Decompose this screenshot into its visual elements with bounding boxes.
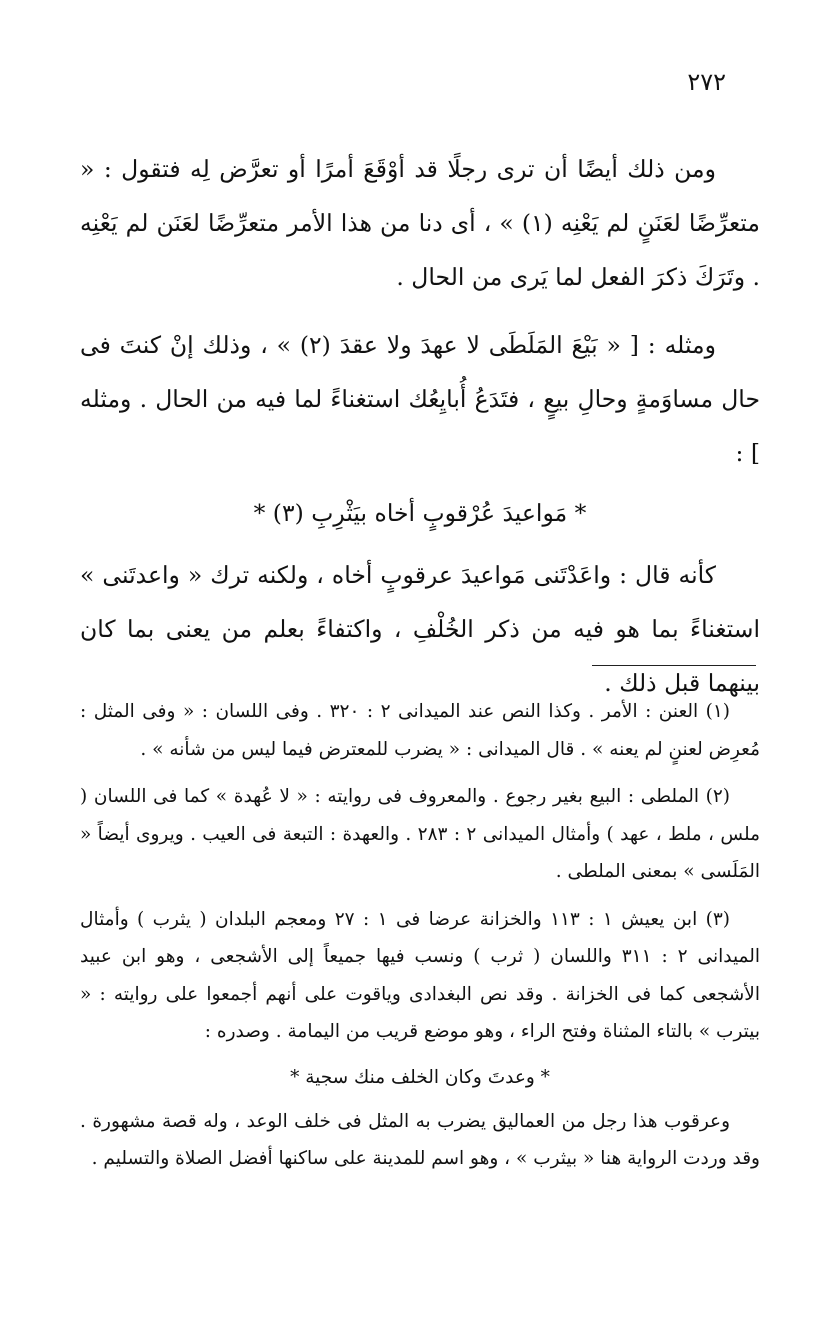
- paragraph-1: ومن ذلك أيضًا أن ترى رجلًا قد أوْقَعَ أمرًا أو تعرَّض لِه فتقول : « متعرِّضًا لعَنَنٍ لم يَعْنِه (١) » ، أى دنا من هذا الأمر متعرِّضًا لعَنَن لم يَعْنِه . وتَرَكَ ذكرَ الفعل لما يَرى من الحال .: [80, 155, 760, 291]
- footnote-separator: [592, 665, 756, 666]
- page-number: ٢٧٢: [687, 68, 726, 96]
- footnote-1: (١) العنن : الأمر . وكذا النص عند الميدانى ٢ : ٣٢٠ . وفى اللسان : « وفى المثل : مُعرِض لعننٍ لم يعنه » . قال الميدانى : « يضرب للمعترض فيما ليس من شأنه » .: [80, 701, 760, 760]
- footnote-3-continuation: وعرقوب هذا رجل من العماليق يضرب به المثل فى خلف الوعد ، وله قصة مشهورة . وقد وردت الرواية هنا « بيثرب » ، وهو اسم للمدينة على ساكنها أفضل الصلاة والتسليم .: [80, 1110, 760, 1169]
- footnote-verse: * وعدتَ وكان الخلف منك سجية *: [290, 1066, 550, 1088]
- footnote-2: (٢) الملطى : البيع بغير رجوع . والمعروف فى روايته : « لا عُهدة » كما فى اللسان ( ملس ، ملط ، عهد ) وأمثال الميدانى ٢ : ٢٨٣ . والعهدة : التبعة فى العيب . ويروى أيضاً « المَلَسى » بمعنى الملطى .: [80, 786, 761, 882]
- verse-line: * مَواعيدَ عُرْقوبٍ أخاه بيَثْرِبِ (٣) *: [253, 499, 587, 527]
- footnote-3: (٣) ابن يعيش ١ : ١١٣ والخزانة عرضا فى ١ : ٢٧ ومعجم البلدان ( يثرب ) وأمثال الميدانى ٢ : ٣١١ واللسان ( ثرب ) ونسب فيها جميعاً إلى الأشجعى ، وهو ابن عبيد الأشجعى كما فى الخزانة . وقد نص البغدادى وياقوت على أنهم أجمعوا على روايته : « بيترب » بالتاء المثناة وفتح الراء ، وهو موضع قريب من اليمامة . وصدره :: [80, 908, 761, 1042]
- paragraph-2: ومثله : [ « بَيْعَ المَلَطَى لا عهدَ ولا عقدَ (٢) » ، وذلك إنْ كنتَ فى حال مساوَمةٍ وحالِ بيعٍ ، فتَدَعُ أُبايِعُك استغناءً لما فيه من الحال . ومثله ] :: [80, 331, 760, 467]
- main-text: [80, 142, 760, 710]
- paragraph-3: كأنه قال : واعَدْتَنى مَواعيدَ عرقوبٍ أخاه ، ولكنه ترك « واعدتَنى » استغناءً بما هو فيه من ذكر الخُلْفِ ، واكتفاءً بعلم من يعنى بما كان بينهما قبل ذلك .: [80, 561, 760, 697]
- footnotes: [80, 693, 760, 1178]
